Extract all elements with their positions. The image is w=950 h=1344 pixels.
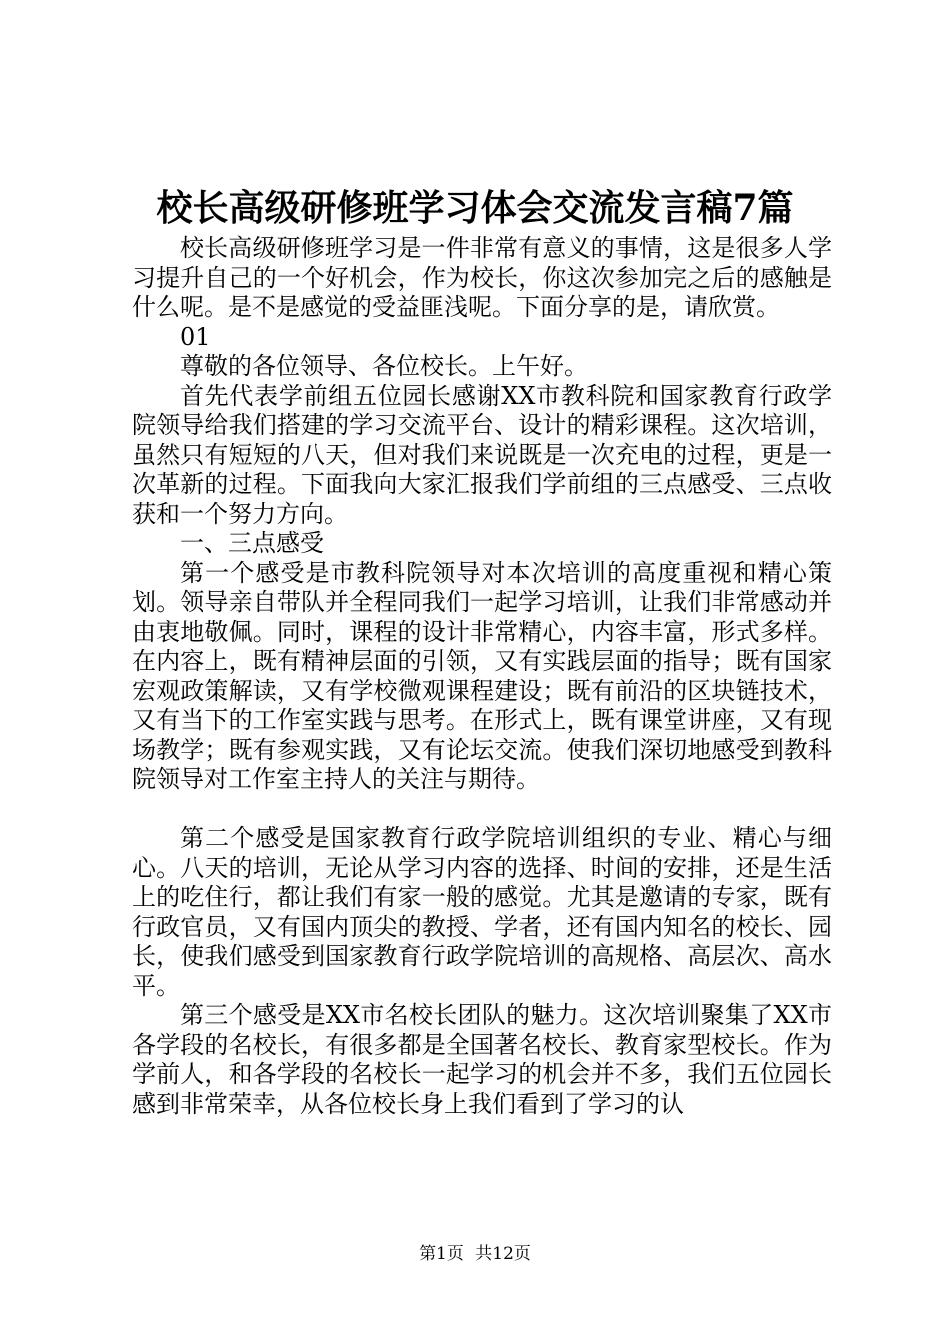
body-paragraph: 第一个感受是市教科院领导对本次培训的高度重视和精心策划。领导亲自带队并全程同我们一起学习培训，让我们非常感动并由衷地敬佩。同时，课程的设计非常精心，内容丰富，形式多样。在内容上，既有精神层面的引领，又有实践层面的指导；既有国家宏观政策解读，又有学校微观课程建设；既有前沿的区块链技术，又有当下的工作室实践与思考。在形式上，既有课堂讲座，又有现场教学；既有参观实践，又有论坛交流。使我们深切地感受到教科院领导对工作室主持人的关注与期待。 — [132, 558, 832, 793]
body-paragraph: 第三个感受是XX市名校长团队的魅力。这次培训聚集了XX市各学段的名校长，有很多都是全国著名校长、教育家型校长。作为学前人，和各学段的名校长一起学习的机会并不多，我们五位园长感到非常荣幸，从各位校长身上我们看到了学习的认 — [132, 1001, 832, 1118]
page-footer — [0, 1243, 950, 1265]
page-number: 第1页 — [419, 1244, 464, 1264]
document-title: 校长高级研修班学习体会交流发言稿7篇 — [156, 187, 794, 229]
page-total: 共12页 — [475, 1244, 531, 1264]
section-number: 01 — [180, 322, 211, 351]
greeting-paragraph: 尊敬的各位领导、各位校长。上午好。 — [180, 352, 588, 380]
document-body — [132, 234, 832, 1119]
section-heading: 一、三点感受 — [180, 529, 324, 557]
body-paragraph: 第二个感受是国家教育行政学院培训组织的专业、精心与细心。八天的培训，无论从学习内容的选择、时间的安排，还是生活上的吃住行，都让我们有家一般的感觉。尤其是邀请的专家，既有行政官员，又有国内顶尖的教授、学者，还有国内知名的校长、园长，使我们感受到国家教育行政学院培训的高规格、高层次、高水平。 — [132, 824, 832, 1000]
intro-paragraph: 校长高级研修班学习是一件非常有意义的事情，这是很多人学习提升自己的一个好机会，作为校长，你这次参加完之后的感触是什么呢。是不是感觉的受益匪浅呢。下面分享的是，请欣赏。 — [132, 234, 832, 321]
body-paragraph: 首先代表学前组五位园长感谢XX市教科院和国家教育行政学院领导给我们搭建的学习交流平台、设计的精彩课程。这次培训，虽然只有短短的八天，但对我们来说既是一次充电的过程，更是一次革新的过程。下面我向大家汇报我们学前组的三点感受、三点收获和一个努力方向。 — [132, 381, 832, 528]
